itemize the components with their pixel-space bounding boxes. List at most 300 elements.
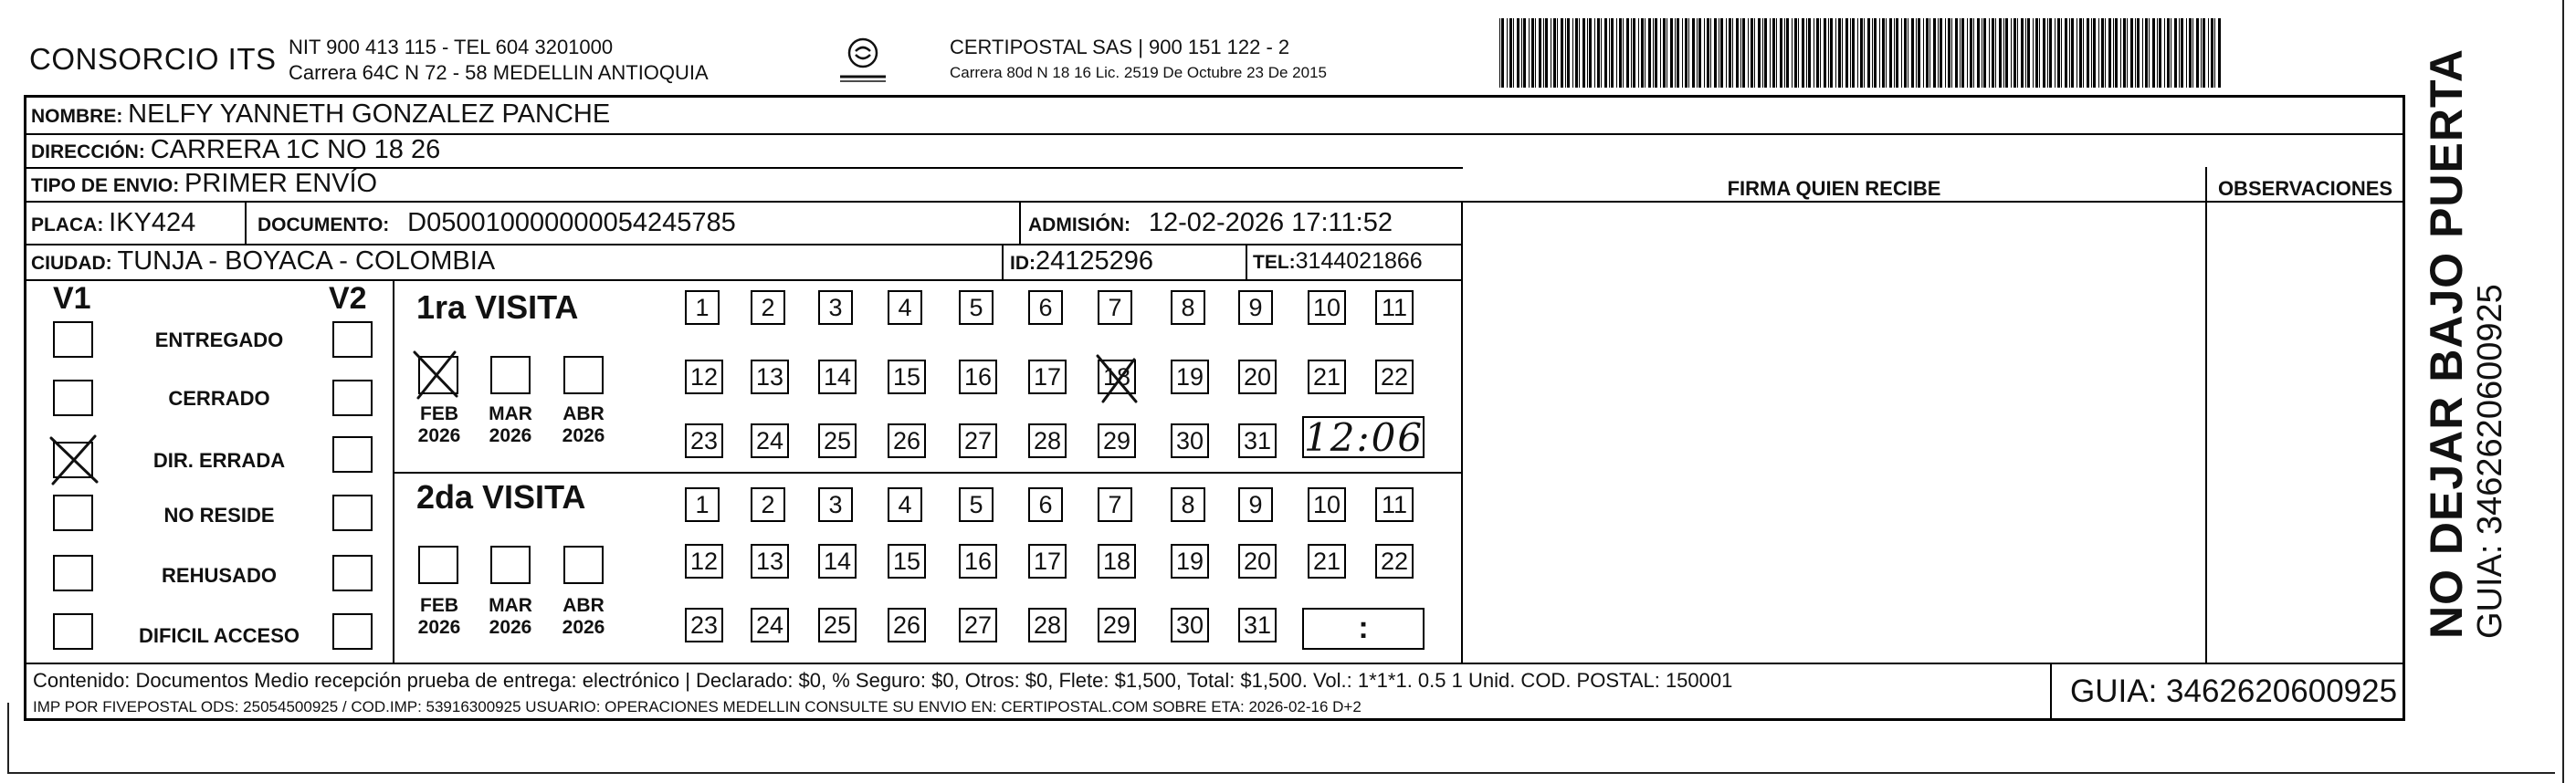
divider	[1002, 244, 1004, 279]
barcode-bar	[1824, 18, 1826, 88]
second-visit-day-4[interactable]: 4	[888, 487, 922, 522]
first-visit-day-24[interactable]: 24	[751, 423, 789, 458]
v2-cerrado-checkbox[interactable]	[332, 380, 373, 416]
admision-value: 12-02-2026 17:11:52	[1148, 208, 1393, 237]
barcode-bar	[1720, 18, 1723, 88]
barcode-bar	[2091, 18, 2092, 88]
divider	[245, 203, 247, 244]
first-visit-day-22[interactable]: 22	[1375, 360, 1414, 394]
barcode-bar	[2152, 18, 2155, 88]
first-visit-day-4[interactable]: 4	[888, 290, 922, 325]
first-visit-day-3[interactable]: 3	[818, 290, 853, 325]
admision-field	[1028, 208, 1393, 238]
status-cerrado: CERRADO	[168, 387, 270, 410]
barcode-bar	[2069, 18, 2070, 88]
barcode-bar	[2011, 18, 2012, 88]
second-visit-mar-checkbox[interactable]	[490, 546, 531, 584]
barcode-bar	[2181, 18, 2183, 88]
barcode-bar	[1820, 18, 1821, 88]
barcode-bar	[2005, 18, 2008, 88]
first-visit-day-1[interactable]: 1	[685, 290, 720, 325]
first-visit-day-15[interactable]: 15	[888, 360, 926, 394]
barcode-bar	[1938, 18, 1939, 88]
observaciones-area[interactable]	[2207, 203, 2403, 663]
first-visit-day-12[interactable]: 12	[685, 360, 723, 394]
barcode-bar	[1923, 18, 1924, 88]
barcode-bar	[1794, 18, 1797, 88]
first-visit-day-7[interactable]: 7	[1098, 290, 1132, 325]
first-visit-day-18[interactable]: 18	[1098, 360, 1136, 394]
barcode-bar	[2033, 18, 2034, 88]
barcode-bar	[1545, 18, 1548, 88]
barcode-bar	[2113, 18, 2114, 88]
barcode-bar	[1648, 18, 1651, 88]
barcode-bar	[1539, 18, 1541, 88]
barcode-bar	[2057, 18, 2060, 88]
barcode-bar	[1770, 18, 1771, 88]
divider	[26, 279, 1463, 281]
first-visit-day-23[interactable]: 23	[685, 423, 723, 458]
barcode-bar	[1857, 18, 1858, 88]
second-visit-day-8[interactable]: 8	[1171, 487, 1205, 522]
second-visit-day-20[interactable]: 20	[1238, 544, 1277, 579]
barcode-bar	[1521, 18, 1522, 88]
first-visit-day-26[interactable]: 26	[888, 423, 926, 458]
barcode-bar	[1894, 18, 1895, 88]
placa-label: PLACA:	[31, 214, 104, 235]
barcode-bar	[1589, 18, 1592, 88]
barcode-bar	[1517, 18, 1519, 88]
tel-field	[1253, 248, 1423, 275]
nombre-row	[31, 99, 610, 130]
second-visit-time-field[interactable]: :	[1302, 608, 1425, 650]
direccion-label: DIRECCIÓN:	[31, 141, 145, 162]
barcode-bar	[1567, 18, 1570, 88]
barcode-bar	[2013, 18, 2016, 88]
barcode-bar	[1886, 18, 1887, 88]
barcode-bar	[1845, 18, 1848, 88]
company-name: CONSORCIO ITS	[29, 42, 277, 76]
barcode-bar	[1507, 18, 1508, 88]
second-visit-day-30[interactable]: 30	[1171, 608, 1209, 642]
barcode-bar	[1529, 18, 1530, 88]
barcode-bar	[1509, 18, 1512, 88]
barcode-bar	[2157, 18, 2158, 88]
v2-entregado-checkbox[interactable]	[332, 321, 373, 358]
side-warning: NO DEJAR BAJO PUERTA	[2421, 48, 2472, 639]
barcode-bar	[1879, 18, 1880, 88]
second-visit-day-1[interactable]: 1	[685, 487, 720, 522]
second-visit-mar-label: MAR 2026	[489, 595, 532, 638]
v1-dir-errada-checkbox[interactable]	[53, 442, 93, 478]
barcode-bar	[2101, 18, 2104, 88]
barcode-bar	[2218, 18, 2221, 88]
first-visit-day-17[interactable]: 17	[1028, 360, 1067, 394]
barcode-bar	[1604, 18, 1607, 88]
barcode-bar	[1806, 18, 1807, 88]
divider	[393, 279, 394, 663]
second-visit-day-5[interactable]: 5	[959, 487, 994, 522]
barcode-bar	[1626, 18, 1629, 88]
second-visit-day-21[interactable]: 21	[1308, 544, 1346, 579]
second-visit-day-22[interactable]: 22	[1375, 544, 1414, 579]
barcode-bar	[1601, 18, 1602, 88]
barcode-bar	[1729, 18, 1731, 88]
v1-rehusado-checkbox[interactable]	[53, 555, 93, 591]
barcode-bar	[1916, 18, 1917, 88]
first-visit-mar-checkbox[interactable]	[490, 356, 531, 394]
barcode-bar	[2192, 18, 2193, 88]
company-info	[289, 35, 709, 86]
barcode-bar	[2149, 18, 2150, 88]
barcode-bar	[1835, 18, 1836, 88]
ciudad-label: CIUDAD:	[31, 253, 112, 274]
barcode-bar	[2105, 18, 2106, 88]
second-visit-day-25[interactable]: 25	[818, 608, 857, 642]
barcode-bar	[1882, 18, 1885, 88]
barcode-bar	[2123, 18, 2126, 88]
firma-header: FIRMA QUIEN RECIBE	[1727, 177, 1941, 200]
barcode-bar	[1499, 18, 1500, 88]
barcode-bar	[1960, 18, 1961, 88]
second-visit-day-19[interactable]: 19	[1171, 544, 1209, 579]
barcode-bar	[1557, 18, 1558, 88]
barcode-bar	[1992, 18, 1994, 88]
company-address: Carrera 64C N 72 - 58 MEDELLIN ANTIOQUIA	[289, 61, 709, 84]
second-visit-day-15[interactable]: 15	[888, 544, 926, 579]
divider	[1019, 203, 1021, 244]
barcode-bar	[2127, 18, 2128, 88]
first-visit-day-31[interactable]: 31	[1238, 423, 1277, 458]
barcode-bar	[1904, 18, 1907, 88]
first-visit-day-27[interactable]: 27	[959, 423, 997, 458]
barcode-bar	[2189, 18, 2192, 88]
divider	[1246, 244, 1247, 279]
barcode-bar	[2098, 18, 2099, 88]
first-visit-day-16[interactable]: 16	[959, 360, 997, 394]
second-visit-day-6[interactable]: 6	[1028, 487, 1063, 522]
barcode-bar	[1641, 18, 1644, 88]
second-visit-abr-label: ABR 2026	[562, 595, 605, 638]
barcode-bar	[2120, 18, 2121, 88]
barcode-bar	[1896, 18, 1898, 88]
barcode-bar	[1995, 18, 1996, 88]
side-guia: GUIA: 3462620600925	[2471, 284, 2509, 639]
barcode-bar	[1663, 18, 1666, 88]
barcode-bar	[2186, 18, 2187, 88]
first-visit-day-10[interactable]: 10	[1308, 290, 1346, 325]
barcode-bar	[1748, 18, 1749, 88]
barcode-bar	[1983, 18, 1986, 88]
first-visit-day-14[interactable]: 14	[818, 360, 857, 394]
barcode-bar	[1999, 18, 2002, 88]
direccion-row	[31, 135, 440, 165]
barcode-bar	[2093, 18, 2096, 88]
barcode-bar	[1660, 18, 1661, 88]
second-visit-day-27[interactable]: 27	[959, 608, 997, 642]
barcode-bar	[2201, 18, 2202, 88]
barcode-bar	[1609, 18, 1610, 88]
barcode-bar	[1710, 18, 1711, 88]
barcode-bar	[1561, 18, 1563, 88]
barcode-bar	[1553, 18, 1556, 88]
barcode-bar	[1951, 18, 1952, 88]
barcode-bar	[1742, 18, 1745, 88]
id-label: ID:	[1010, 253, 1036, 274]
first-visit-feb-checkbox[interactable]	[418, 356, 458, 394]
barcode-bar	[1808, 18, 1811, 88]
barcode-bar	[2115, 18, 2118, 88]
barcode-bar	[1513, 18, 1514, 88]
second-visit-day-2[interactable]: 2	[751, 487, 785, 522]
barcode-bar	[1961, 18, 1964, 88]
guia-number: GUIA: 3462620600925	[2050, 663, 2401, 719]
second-visit-feb-label: FEB 2026	[417, 595, 461, 638]
barcode-bar	[1575, 18, 1578, 88]
first-visit-feb-label: FEB 2026	[417, 403, 461, 446]
barcode-bar	[1677, 18, 1679, 88]
v1-no-reside-checkbox[interactable]	[53, 495, 93, 531]
barcode-bar	[2130, 18, 2133, 88]
first-visit-day-30[interactable]: 30	[1171, 423, 1209, 458]
barcode-bar	[2003, 18, 2004, 88]
barcode-bar	[1945, 18, 1946, 88]
barcode-bar	[1780, 18, 1782, 88]
barcode-bar	[1697, 18, 1698, 88]
barcode-bar	[2167, 18, 2170, 88]
barcode-bar	[1675, 18, 1676, 88]
status-no-reside: NO RESIDE	[163, 504, 275, 527]
second-visit-day-12[interactable]: 12	[685, 544, 723, 579]
second-visit-title: 2da VISITA	[416, 478, 586, 516]
certipostal-logo-icon	[831, 35, 895, 89]
barcode-bar	[1918, 18, 1920, 88]
first-visit-day-11[interactable]: 11	[1375, 290, 1414, 325]
carrier-license: Carrera 80d N 18 16 Lic. 2519 De Octubre 23 De 2015	[950, 64, 1327, 81]
side-label	[2420, 48, 2510, 639]
barcode-bar	[1786, 18, 1789, 88]
direccion-value: CARRERA 1C NO 18 26	[150, 135, 441, 164]
second-visit-day-23[interactable]: 23	[685, 608, 723, 642]
second-visit-day-11[interactable]: 11	[1375, 487, 1414, 522]
barcode-bar	[1889, 18, 1892, 88]
documento-label: DOCUMENTO:	[258, 214, 390, 235]
barcode-bar	[1714, 18, 1717, 88]
first-visit-abr-checkbox[interactable]	[563, 356, 604, 394]
barcode-bar	[1692, 18, 1695, 88]
second-visit-day-29[interactable]: 29	[1098, 608, 1136, 642]
barcode-bar	[1619, 18, 1622, 88]
barcode-bar	[2214, 18, 2215, 88]
carrier-nit: CERTIPOSTAL SAS | 900 151 122 - 2	[950, 36, 1290, 58]
barcode-bar	[2055, 18, 2056, 88]
barcode-bar	[1501, 18, 1504, 88]
second-visit-day-3[interactable]: 3	[818, 487, 853, 522]
barcode-bar	[1798, 18, 1799, 88]
first-visit-day-5[interactable]: 5	[959, 290, 994, 325]
firma-area[interactable]	[1463, 203, 2205, 663]
ciudad-value: TUNJA - BOYACA - COLOMBIA	[117, 246, 496, 276]
company-nit: NIT 900 413 115 - TEL 604 3201000	[289, 36, 614, 58]
barcode-bar	[1764, 18, 1767, 88]
barcode-bar	[2203, 18, 2205, 88]
documento-field	[258, 208, 736, 238]
second-visit-day-14[interactable]: 14	[818, 544, 857, 579]
barcode-bar	[1623, 18, 1624, 88]
v2-dificil-acceso-checkbox[interactable]	[332, 613, 373, 650]
barcode-bar	[1707, 18, 1709, 88]
barcode-bar	[2211, 18, 2213, 88]
barcode-bar	[1682, 18, 1683, 88]
first-visit-day-20[interactable]: 20	[1238, 360, 1277, 394]
status-rehusado: REHUSADO	[162, 564, 277, 587]
first-visit-day-21[interactable]: 21	[1308, 360, 1346, 394]
barcode-bar	[2061, 18, 2062, 88]
barcode-bar	[1911, 18, 1914, 88]
barcode-bar	[1653, 18, 1654, 88]
barcode-bar	[1948, 18, 1950, 88]
barcode-bar	[2087, 18, 2089, 88]
second-visit-day-13[interactable]: 13	[751, 544, 789, 579]
second-visit-feb-checkbox[interactable]	[418, 546, 458, 584]
barcode-bar	[1704, 18, 1705, 88]
first-visit-day-2[interactable]: 2	[751, 290, 785, 325]
barcode-bar	[1940, 18, 1942, 88]
barcode-bar	[2142, 18, 2143, 88]
barcode-bar	[1874, 18, 1877, 88]
barcode-bar	[2021, 18, 2024, 88]
barcode-bar	[1973, 18, 1974, 88]
first-visit-time-field[interactable]: 12:06	[1304, 415, 1425, 460]
barcode-bar	[1543, 18, 1544, 88]
first-visit-day-8[interactable]: 8	[1171, 290, 1205, 325]
barcode-bar	[2164, 18, 2165, 88]
tipo-envio-label: TIPO DE ENVIO:	[31, 175, 180, 196]
id-value: 24125296	[1036, 246, 1154, 276]
second-visit-day-18[interactable]: 18	[1098, 544, 1136, 579]
barcode-bar	[1688, 18, 1689, 88]
barcode-bar	[1792, 18, 1793, 88]
barcode-bar	[1776, 18, 1777, 88]
tipo-envio-value: PRIMER ENVÍO	[184, 169, 378, 198]
first-visit-day-28[interactable]: 28	[1028, 423, 1067, 458]
barcode-bar	[1740, 18, 1741, 88]
barcode-bar	[1655, 18, 1657, 88]
second-visit-abr-checkbox[interactable]	[563, 546, 604, 584]
barcode-bar	[1860, 18, 1863, 88]
second-visit-day-7[interactable]: 7	[1098, 487, 1132, 522]
print-details: IMP POR FIVEPOSTAL ODS: 25054500925 / COD.IMP: 53916300925 USUARIO: OPERACIONES MEDELLIN CONSULTE SU ENVIO EN: CERTIPOSTAL.COM SOBRE ETA: 2026-02-16 D+2	[33, 698, 1362, 715]
second-visit-day-26[interactable]: 26	[888, 608, 926, 642]
first-visit-title: 1ra VISITA	[416, 288, 579, 326]
barcode-bar	[1754, 18, 1755, 88]
v2-rehusado-checkbox[interactable]	[332, 555, 373, 591]
barcode-bar	[2179, 18, 2180, 88]
barcode-bar	[1633, 18, 1635, 88]
barcode-bar	[1631, 18, 1632, 88]
placa-field	[31, 208, 195, 238]
divider	[393, 472, 1461, 474]
v1-entregado-checkbox[interactable]	[53, 321, 93, 358]
barcode-bar	[2071, 18, 2074, 88]
second-visit-day-9[interactable]: 9	[1238, 487, 1273, 522]
barcode-bar	[1977, 18, 1980, 88]
barcode-bar	[2025, 18, 2026, 88]
first-visit-mar-label: MAR 2026	[489, 403, 532, 446]
v1-dificil-acceso-checkbox[interactable]	[53, 613, 93, 650]
barcode-bar	[1929, 18, 1930, 88]
barcode-bar	[2049, 18, 2052, 88]
barcode-bar	[2043, 18, 2045, 88]
barcode-bar	[1830, 18, 1833, 88]
id-field	[1010, 246, 1153, 277]
barcode-bar	[1970, 18, 1972, 88]
barcode-bar	[2035, 18, 2038, 88]
second-visit-day-28[interactable]: 28	[1028, 608, 1067, 642]
admision-label: ADMISIÓN:	[1028, 214, 1130, 235]
v1-cerrado-checkbox[interactable]	[53, 380, 93, 416]
second-visit-day-10[interactable]: 10	[1308, 487, 1346, 522]
barcode-bar	[1816, 18, 1819, 88]
barcode-bar	[1611, 18, 1614, 88]
barcode-bar	[1587, 18, 1588, 88]
barcode-bar	[1572, 18, 1573, 88]
first-visit-day-25[interactable]: 25	[818, 423, 857, 458]
contents-details: Contenido: Documentos Medio recepción prueba de entrega: electrónico | Declarado: $0, % Seguro: $0, Otros: $0, Flete: $1,500, Total: $1,500. Vol.: 1*1*1. 0.5 1 Unid. COD. POSTAL: 150001	[33, 669, 1733, 692]
barcode-bar	[1597, 18, 1600, 88]
page-edge-line	[7, 703, 9, 774]
barcode-bar	[2027, 18, 2030, 88]
tel-value: 3144021866	[1295, 248, 1423, 274]
first-visit-day-29[interactable]: 29	[1098, 423, 1136, 458]
barcode	[1498, 18, 2228, 88]
barcode-bar	[1901, 18, 1902, 88]
second-visit-day-24[interactable]: 24	[751, 608, 789, 642]
barcode-bar	[1852, 18, 1855, 88]
barcode-bar	[1638, 18, 1639, 88]
first-visit-day-9[interactable]: 9	[1238, 290, 1273, 325]
second-visit-day-31[interactable]: 31	[1238, 608, 1277, 642]
barcode-bar	[2208, 18, 2209, 88]
barcode-bar	[1535, 18, 1536, 88]
first-visit-day-6[interactable]: 6	[1028, 290, 1063, 325]
v2-dir-errada-checkbox[interactable]	[332, 436, 373, 473]
tipo-envio-row	[31, 169, 377, 199]
v2-no-reside-checkbox[interactable]	[332, 495, 373, 531]
barcode-bar	[1579, 18, 1580, 88]
ciudad-field	[31, 246, 495, 277]
barcode-bar	[1967, 18, 1968, 88]
first-visit-day-13[interactable]: 13	[751, 360, 789, 394]
barcode-bar	[1523, 18, 1526, 88]
barcode-bar	[1751, 18, 1753, 88]
second-visit-day-16[interactable]: 16	[959, 544, 997, 579]
barcode-bar	[2079, 18, 2082, 88]
first-visit-day-19[interactable]: 19	[1171, 360, 1209, 394]
barcode-bar	[1726, 18, 1727, 88]
barcode-bar	[1685, 18, 1688, 88]
barcode-bar	[1670, 18, 1673, 88]
first-visit-abr-label: ABR 2026	[562, 403, 605, 446]
status-entregado: ENTREGADO	[154, 329, 284, 351]
barcode-bar	[1594, 18, 1595, 88]
barcode-bar	[2137, 18, 2140, 88]
placa-value: IKY424	[109, 208, 196, 237]
barcode-bar	[2017, 18, 2018, 88]
tel-label: TEL:	[1253, 252, 1296, 273]
observaciones-header: OBSERVACIONES	[2217, 177, 2393, 200]
second-visit-day-17[interactable]: 17	[1028, 544, 1067, 579]
